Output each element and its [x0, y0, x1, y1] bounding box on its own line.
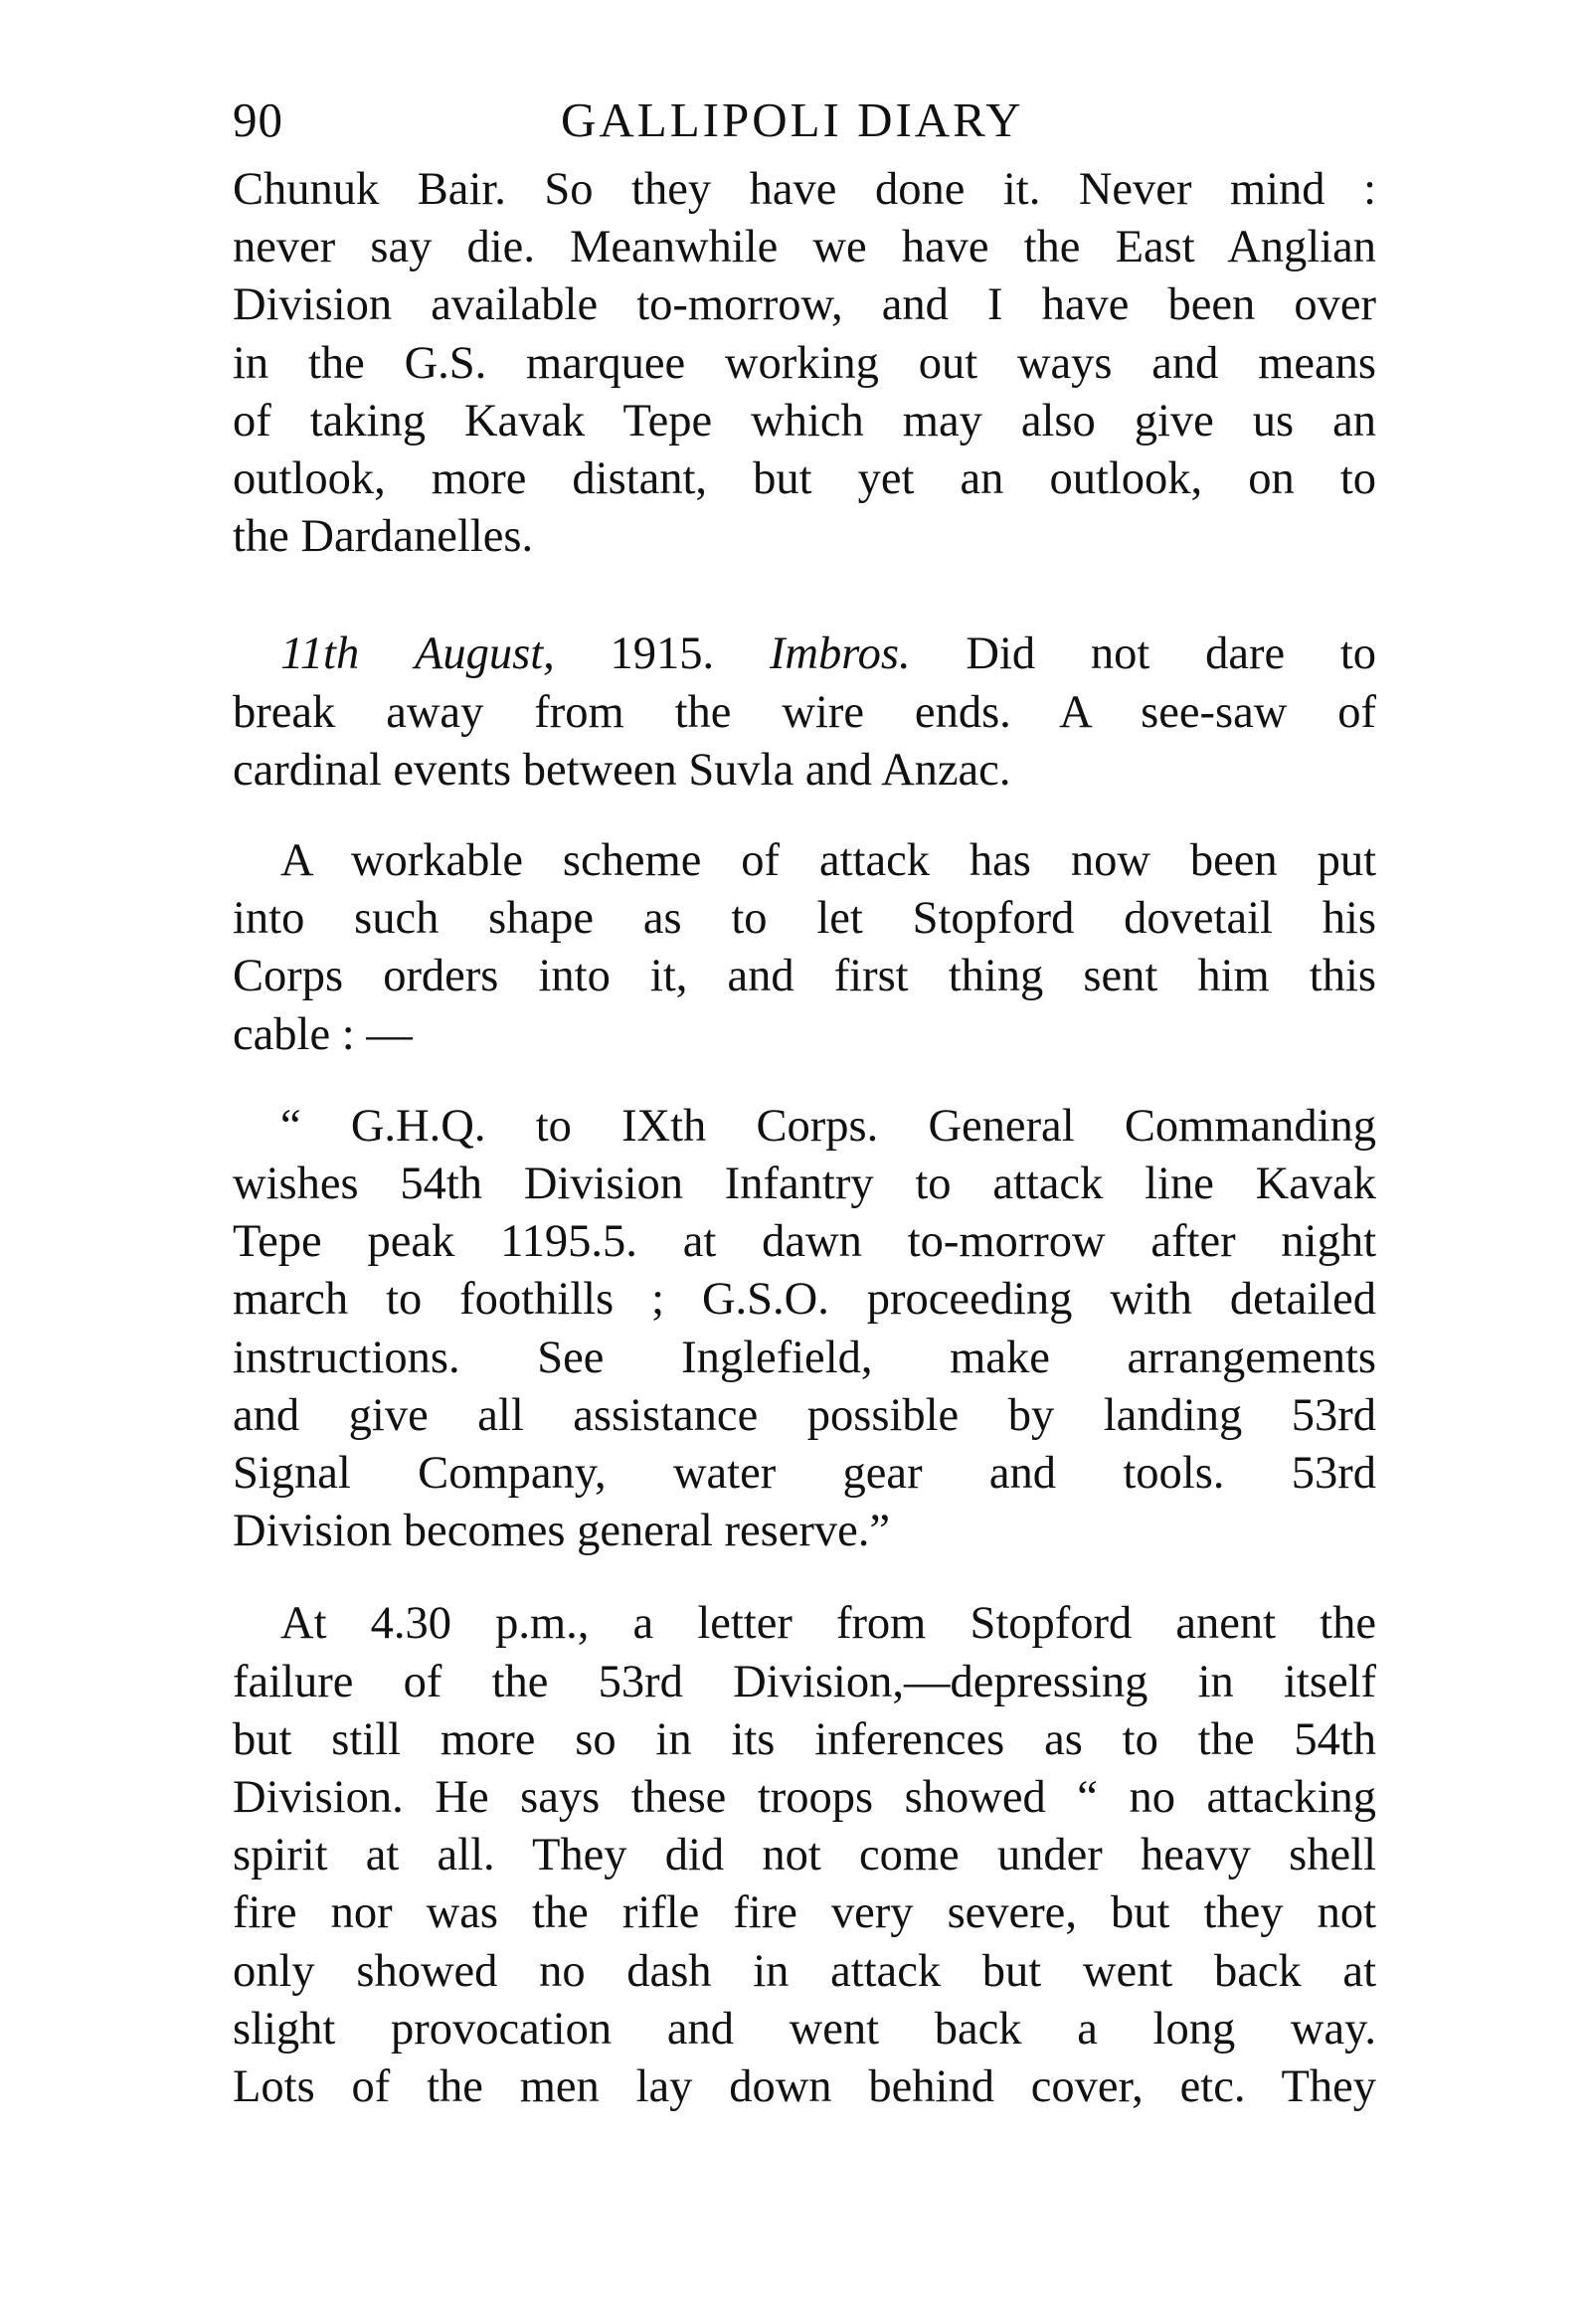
text-line: only showed no dash in attack but went back at [233, 1945, 1376, 1997]
text-line: A workable scheme of attack has now been put [280, 835, 1376, 887]
paragraph-3 [233, 832, 1376, 1064]
entry-date-year: 1915. [610, 628, 715, 680]
text-line: “ G.H.Q. to IXth Corps. General Commanding [280, 1100, 1376, 1152]
entry-date-month: August, [414, 628, 555, 680]
text-line: the Dardanelles. [233, 511, 534, 563]
text-line: failure of the 53rd Division,—depressing in itself [233, 1656, 1376, 1707]
text-line: Signal Company, water gear and tools. 53rd [233, 1448, 1376, 1500]
text-line: spirit at all. They did not come under heavy shell [233, 1830, 1376, 1881]
paragraph-4-cable-quote [233, 1098, 1376, 1561]
paragraph-1 [233, 161, 1376, 566]
text-line: At 4.30 p.m., a letter from Stopford anent the [280, 1598, 1376, 1650]
running-head [233, 91, 1376, 161]
text-line: wishes 54th Division Infantry to attack line Kavak [233, 1159, 1376, 1210]
text-line: Division. He says these troops showed “ no attacking [233, 1772, 1376, 1824]
text-line: Division becomes general reserve.” [233, 1506, 891, 1557]
text-line: into such shape as to let Stopford dovetail his [233, 893, 1376, 945]
diary-entry-heading-line [233, 626, 1376, 683]
text-line: slight provocation and went back a long way. [233, 2003, 1376, 2055]
text-line: cable : — [233, 1008, 413, 1060]
text-line: cardinal events between Suvla and Anzac. [233, 744, 1011, 796]
body-text [233, 161, 1376, 2116]
book-page [233, 91, 1376, 2116]
text-line: fire nor was the rifle fire very severe, but they not [233, 1887, 1376, 1939]
text-line: and give all assistance possible by landing 53rd [233, 1389, 1376, 1441]
text-line: Corps orders into it, and first thing sent him this [233, 951, 1376, 1002]
paragraph-2-diary-entry [233, 626, 1376, 800]
paragraph-5 [233, 1595, 1376, 2116]
entry-date-day: 11th [280, 628, 360, 680]
text-line: Chunuk Bair. So they have done it. Never mind : [233, 164, 1376, 215]
text-line: Lots of the men lay down behind cover, etc. They [233, 2061, 1376, 2113]
entry-place: Imbros. [769, 628, 911, 680]
text-line: Division available to-morrow, and I have been over [233, 279, 1376, 331]
page-title: GALLIPOLI DIARY [561, 92, 1024, 147]
text-line: march to foothills ; G.S.O. proceeding with detailed [233, 1274, 1376, 1326]
text-line: of taking Kavak Tepe which may also give us an [233, 395, 1376, 447]
text-line: break away from the wire ends. A see-saw of [233, 686, 1376, 738]
text-line: but still more so in its inferences as to the 54th [233, 1713, 1376, 1765]
text-line: in the G.S. marquee working out ways and means [233, 337, 1376, 389]
text-line: instructions. See Inglefield, make arrangements [233, 1332, 1376, 1383]
text-line: never say die. Meanwhile we have the East Anglian [233, 222, 1376, 273]
page-number: 90 [233, 92, 283, 147]
text-line: Tepe peak 1195.5. at dawn to-morrow after night [233, 1216, 1376, 1268]
text-line: outlook, more distant, but yet an outlook, on to [233, 453, 1376, 505]
entry-first-line-text: Did not dare to [966, 628, 1377, 680]
